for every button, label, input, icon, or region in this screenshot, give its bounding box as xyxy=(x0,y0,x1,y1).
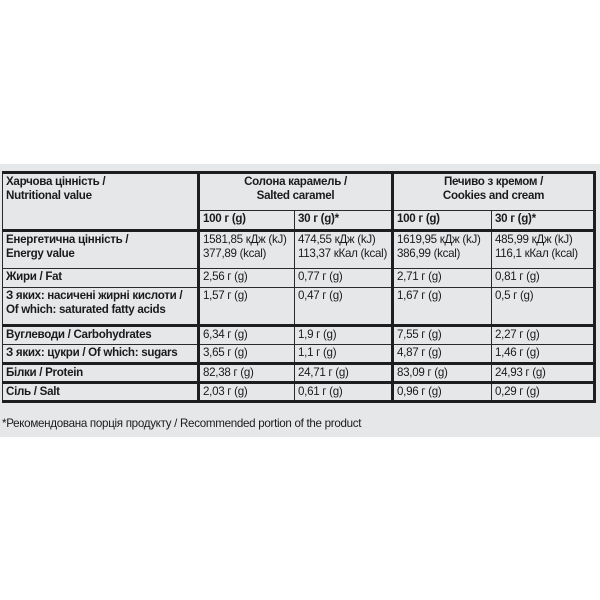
table-row-saturated xyxy=(3,288,595,326)
nutritional-value-header-line1: Харчова цінність / xyxy=(6,175,106,188)
row-label-saturated-line1: З яких: насичені жирні кислоти / xyxy=(6,289,183,302)
fat-cookies-100g: 2,71 г (g) xyxy=(393,269,492,288)
product-header-salted-caramel-line2: Salted caramel xyxy=(256,189,335,202)
portion-header-cookies-100g: 100 г (g) xyxy=(393,211,492,231)
nutritional-value-header-line2: Nutritional value xyxy=(6,189,92,202)
energy-cookies-100g-kj: 1619,95 кДж (kJ) xyxy=(397,233,481,246)
fat-cookies-30g: 0,81 г (g) xyxy=(492,269,595,288)
product-header-cookies-and-cream xyxy=(393,173,595,211)
energy-caramel-100g xyxy=(199,231,295,269)
row-label-energy-line2: Energy value xyxy=(6,247,75,260)
saturated-cookies-100g: 1,67 г (g) xyxy=(393,288,492,326)
energy-caramel-100g-kj: 1581,85 кДж (kJ) xyxy=(203,233,287,246)
salt-caramel-100g: 2,03 г (g) xyxy=(199,383,295,402)
energy-cookies-30g xyxy=(492,231,595,269)
protein-cookies-30g: 24,93 г (g) xyxy=(492,364,595,383)
table-row-fat xyxy=(3,269,595,288)
sugars-cookies-100g: 4,87 г (g) xyxy=(393,345,492,364)
product-header-cookies-and-cream-line2: Cookies and cream xyxy=(442,189,545,202)
row-label-energy xyxy=(3,231,199,269)
row-label-energy-line1: Енергетична цінність / xyxy=(6,233,129,246)
table-row-salt xyxy=(3,383,595,402)
energy-cookies-30g-kj: 485,99 кДж (kJ) xyxy=(495,233,573,246)
fat-caramel-100g: 2,56 г (g) xyxy=(199,269,295,288)
row-label-fat: Жири / Fat xyxy=(3,269,199,288)
header-row-products xyxy=(3,173,595,211)
saturated-caramel-30g: 0,47 г (g) xyxy=(295,288,393,326)
product-header-salted-caramel xyxy=(199,173,393,211)
carbohydrates-cookies-30g: 2,27 г (g) xyxy=(492,326,595,345)
saturated-cookies-30g: 0,5 г (g) xyxy=(492,288,595,326)
row-label-salt: Сіль / Salt xyxy=(3,383,199,402)
fat-caramel-30g: 0,77 г (g) xyxy=(295,269,393,288)
carbohydrates-caramel-30g: 1,9 г (g) xyxy=(295,326,393,345)
portion-header-caramel-30g: 30 г (g)* xyxy=(295,211,393,231)
energy-caramel-30g-kcal: 113,37 кКал (kcal) xyxy=(298,247,388,260)
row-label-carbohydrates: Вуглеводи / Carbohydrates xyxy=(3,326,199,345)
carbohydrates-cookies-100g: 7,55 г (g) xyxy=(393,326,492,345)
salt-cookies-100g: 0,96 г (g) xyxy=(393,383,492,402)
saturated-caramel-100g: 1,57 г (g) xyxy=(199,288,295,326)
energy-cookies-30g-kcal: 116,1 кКал (kcal) xyxy=(495,247,578,260)
table-row-protein xyxy=(3,364,595,383)
protein-cookies-100g: 83,09 г (g) xyxy=(393,364,492,383)
protein-caramel-30g: 24,71 г (g) xyxy=(295,364,393,383)
table-row-energy xyxy=(3,231,595,269)
row-label-saturated xyxy=(3,288,199,326)
salt-caramel-30g: 0,61 г (g) xyxy=(295,383,393,402)
sugars-caramel-30g: 1,1 г (g) xyxy=(295,345,393,364)
energy-caramel-30g-kj: 474,55 кДж (kJ) xyxy=(298,233,376,246)
table-row-sugars xyxy=(3,345,595,364)
energy-caramel-100g-kcal: 377,89 (kcal) xyxy=(203,247,267,260)
energy-caramel-30g xyxy=(295,231,393,269)
product-header-salted-caramel-line1: Солона карамель / xyxy=(244,175,347,188)
energy-cookies-100g-kcal: 386,99 (kcal) xyxy=(397,247,461,260)
protein-caramel-100g: 82,38 г (g) xyxy=(199,364,295,383)
carbohydrates-caramel-100g: 6,34 г (g) xyxy=(199,326,295,345)
sugars-cookies-30g: 1,46 г (g) xyxy=(492,345,595,364)
nutrition-table xyxy=(2,171,596,403)
energy-cookies-100g xyxy=(393,231,492,269)
row-label-protein: Білки / Protein xyxy=(3,364,199,383)
product-header-cookies-and-cream-line1: Печиво з кремом / xyxy=(443,175,544,188)
salt-cookies-30g: 0,29 г (g) xyxy=(492,383,595,402)
footnote-recommended-portion: *Рекомендована порція продукту / Recommended portion of the product xyxy=(2,417,362,430)
row-label-sugars: З яких: цукри / Of which: sugars xyxy=(3,345,199,364)
table-row-carbohydrates xyxy=(3,326,595,345)
sugars-caramel-100g: 3,65 г (g) xyxy=(199,345,295,364)
nutritional-value-header xyxy=(3,173,199,231)
portion-header-caramel-100g: 100 г (g) xyxy=(199,211,295,231)
row-label-saturated-line2: Of which: saturated fatty acids xyxy=(6,303,166,316)
portion-header-cookies-30g: 30 г (g)* xyxy=(492,211,595,231)
